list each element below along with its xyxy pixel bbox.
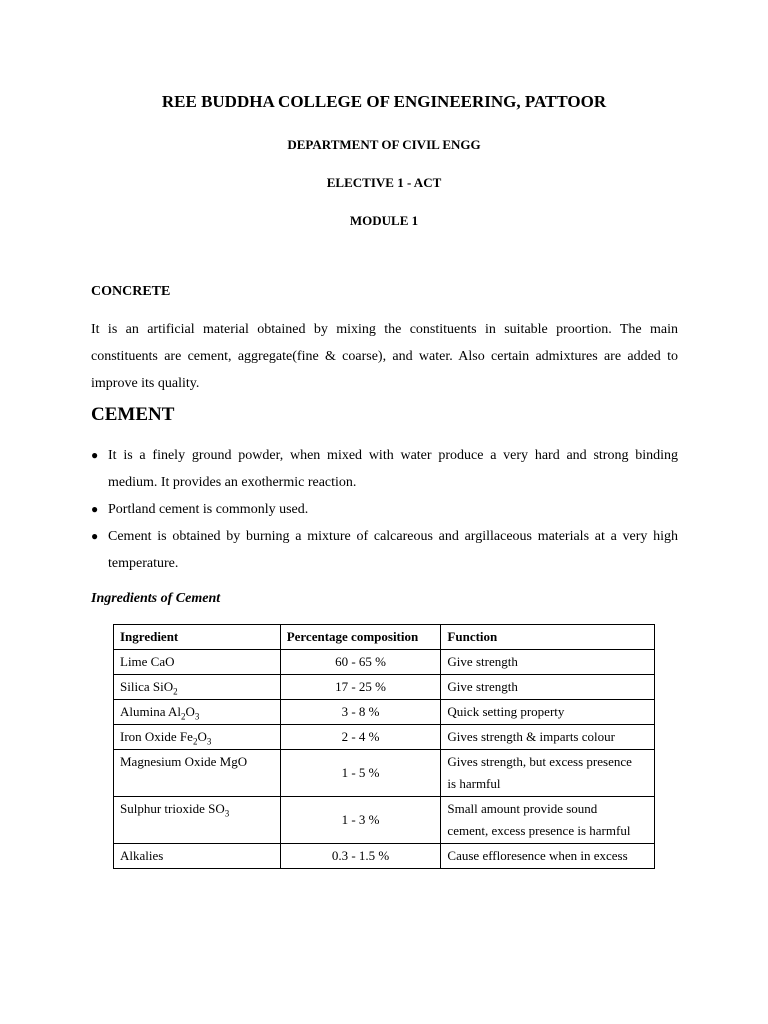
college-title: REE BUDDHA COLLEGE OF ENGINEERING, PATTOOR [161, 92, 607, 111]
table-row [114, 675, 655, 700]
function-cell: Cause effloresence when in excess [441, 844, 655, 869]
ingredient-cell: Lime CaO [114, 650, 281, 675]
table-row [114, 725, 655, 750]
header-function: Function [441, 625, 655, 650]
table-row [114, 844, 655, 869]
percentage-cell: 17 - 25 % [280, 675, 441, 700]
header-percentage: Percentage composition [280, 625, 441, 650]
function-cell: Gives strength, but excess presence is harmful [441, 750, 655, 797]
bullet-icon: ● [91, 448, 99, 462]
bullet-icon: ● [91, 529, 99, 543]
concrete-heading: CONCRETE [91, 284, 171, 299]
elective-title: ELECTIVE 1 - ACT [326, 175, 442, 190]
ingredients-table [113, 624, 655, 869]
table-row [114, 797, 655, 844]
list-item: ● Portland cement is commonly used. [91, 496, 678, 523]
function-cell: Gives strength & imparts colour [441, 725, 655, 750]
department-title: DEPARTMENT OF CIVIL ENGG [287, 137, 481, 152]
module-title: MODULE 1 [349, 213, 419, 228]
list-item: ● It is a finely ground powder, when mixed with water produce a very hard and strong binding medium. It provides an exothermic reaction. [91, 442, 678, 496]
percentage-cell: 3 - 8 % [280, 700, 441, 725]
ingredient-cell: Alkalies [114, 844, 281, 869]
cement-bullet-list [91, 442, 678, 577]
concrete-paragraph: It is an artificial material obtained by mixing the constituents in suitable proortion. The main constituents are cement, aggregate(fine & coarse), and water. Also certain admixtures are added to improve its quality. [91, 322, 678, 391]
ingredient-cell: Silica SiO$_2$ [114, 675, 281, 700]
percentage-cell: 2 - 4 % [280, 725, 441, 750]
percentage-cell: 1 - 3 % [280, 797, 441, 844]
table-row [114, 650, 655, 675]
function-cell: Give strength [441, 675, 655, 700]
ingredient-cell: Alumina $Al_2O_3$ [114, 700, 281, 725]
function-cell: Quick setting property [441, 700, 655, 725]
table-row [114, 700, 655, 725]
list-item: ● Cement is obtained by burning a mixture of calcareous and argillaceous materials at a very high temperature. [91, 523, 678, 577]
ingredient-cell: Sulphur trioxide $SO_3$ [114, 797, 281, 844]
cement-heading: CEMENT [91, 404, 175, 425]
ingredient-cell: Magnesium Oxide MgO [114, 750, 281, 797]
function-cell: Give strength [441, 650, 655, 675]
percentage-cell: 1 - 5 % [280, 750, 441, 797]
ingredients-heading: Ingredients of Cement [91, 591, 221, 606]
percentage-cell: 0.3 - 1.5 % [280, 844, 441, 869]
ingredient-cell: Iron Oxide $Fe_2O_3$ [114, 725, 281, 750]
table-row [114, 750, 655, 797]
percentage-cell: 60 - 65 % [280, 650, 441, 675]
bullet-icon: ● [91, 502, 99, 516]
header-ingredient: Ingredient [114, 625, 281, 650]
function-cell: Small amount provide sound cement, excess presence is harmful [441, 797, 655, 844]
table-header-row [114, 625, 655, 650]
